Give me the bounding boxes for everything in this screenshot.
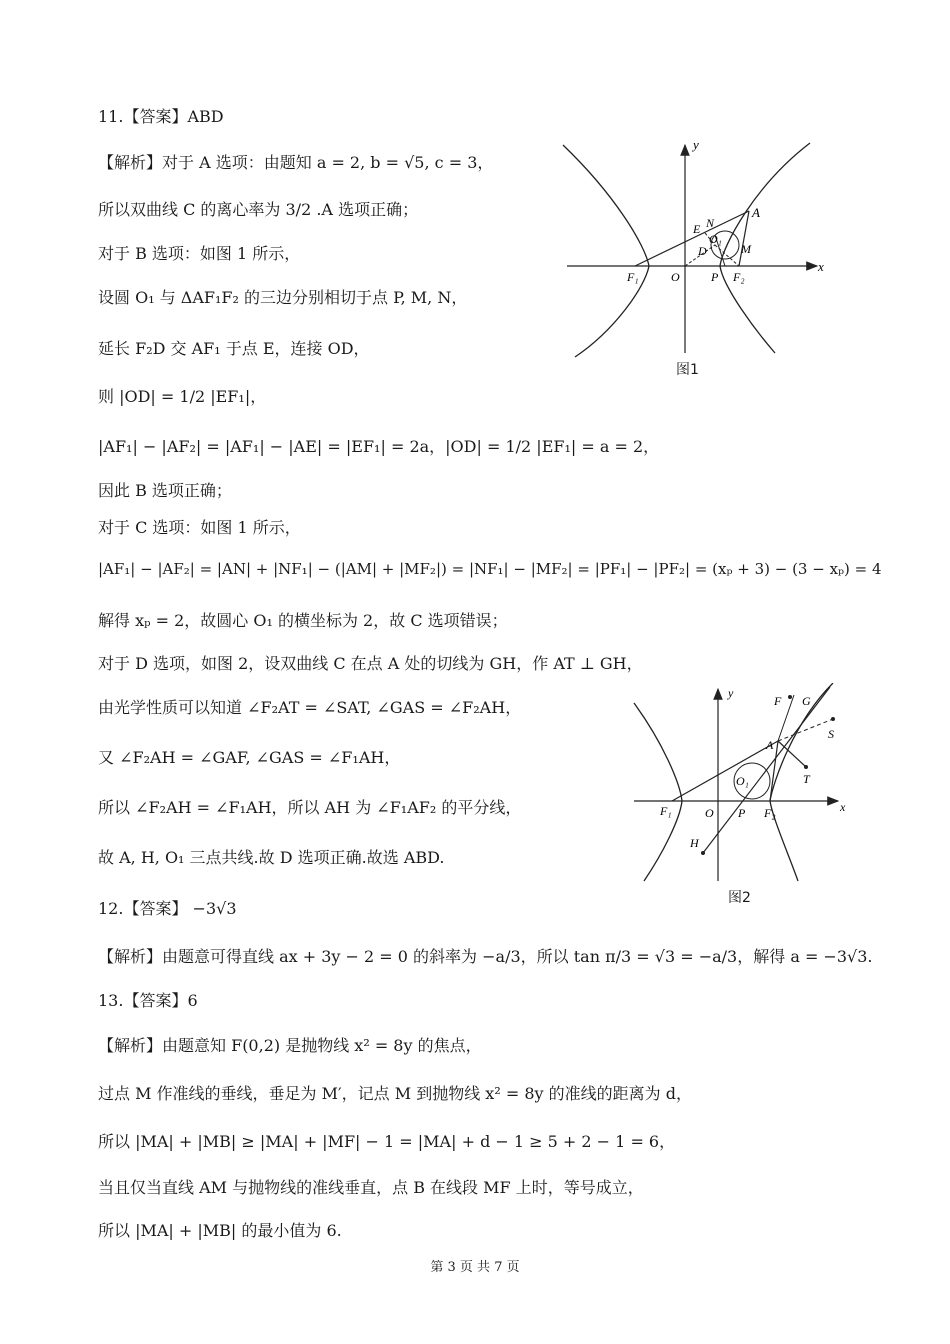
- label-p: P: [711, 270, 719, 284]
- label-a: A: [752, 205, 760, 220]
- label-t: T: [803, 772, 810, 786]
- q12-line: 【解析】由题意可得直线 ax + 3y − 2 = 0 的斜率为 −a/3，所以 tan π/3 = √3 = −a/3，解得 a = −3√3.: [98, 947, 873, 966]
- q11-line-12: 对于 D 选项，如图 2，设双曲线 C 在点 A 处的切线为 GH，作 AT ⊥ GH，: [98, 654, 643, 673]
- label-f: F: [774, 694, 782, 708]
- label-f1: F₁: [627, 270, 639, 284]
- q11-line-10: |AF₁| − |AF₂| = |AN| + |NF₁| − (|AM| + |MF₂|) = |NF₁| − |MF₂| = |PF₁| − |PF₂| = (xₚ + 3) − (3 − xₚ) = 4: [98, 560, 882, 578]
- figure-1-caption: 图1: [676, 362, 699, 378]
- q13-line-3: 所以 |MA| + |MB| ≥ |MA| + |MF| − 1 = |MA| + d − 1 ≥ 5 + 2 − 1 = 6，: [98, 1132, 676, 1151]
- q11-line-16: 故 A, H, O₁ 三点共线.故 D 选项正确.故选 ABD.: [98, 848, 445, 867]
- q11-line-9: 对于 C 选项：如图 1 所示，: [98, 518, 301, 537]
- hyperbola-right: [770, 683, 833, 881]
- q13-line-1: 【解析】由题意知 F(0,2) 是抛物线 x² = 8y 的焦点，: [98, 1036, 482, 1055]
- label-f2: F₂: [764, 806, 776, 820]
- label-s: S: [828, 727, 834, 741]
- q11-line-11: 解得 xₚ = 2，故圆心 O₁ 的横坐标为 2，故 C 选项错误；: [98, 611, 508, 630]
- q11-line-7: |AF₁| − |AF₂| = |AF₁| − |AE| = |EF₁| = 2a，|OD| = 1/2 |EF₁| = a = 2，: [98, 437, 660, 456]
- q11-line-6: 则 |OD| = 1/2 |EF₁|，: [98, 387, 267, 406]
- point-h: [701, 851, 705, 855]
- hyperbola-left: [563, 145, 649, 357]
- label-d: D: [698, 244, 707, 258]
- q13-line-4: 当且仅当直线 AM 与抛物线的准线垂直，点 B 在线段 MF 上时，等号成立，: [98, 1178, 644, 1197]
- label-m: M: [741, 242, 751, 256]
- q11-line-1: 【解析】对于 A 选项：由题知 a = 2, b = √5, c = 3，: [98, 153, 494, 172]
- q12-heading: 12.【答案】 −3√3: [98, 899, 237, 918]
- q11-line-3: 对于 B 选项：如图 1 所示，: [98, 244, 301, 263]
- label-y: y: [693, 137, 699, 152]
- label-o: O: [705, 806, 714, 820]
- q11-line-13: 由光学性质可以知道 ∠F₂AT = ∠SAT, ∠GAS = ∠F₂AH，: [98, 698, 522, 717]
- point-s: [831, 717, 835, 721]
- label-g: G: [802, 694, 811, 708]
- segment-af1: [672, 741, 778, 801]
- label-f1: F₁: [660, 804, 672, 818]
- q13-line-5: 所以 |MA| + |MB| 的最小值为 6.: [98, 1221, 342, 1240]
- label-h: H: [690, 836, 699, 850]
- label-n: N: [706, 216, 715, 230]
- label-a: A: [766, 738, 774, 752]
- label-x: x: [840, 800, 846, 814]
- q11-line-4: 设圆 O₁ 与 ΔAF₁F₂ 的三边分别相切于点 P, M, N，: [98, 288, 468, 307]
- q13-heading: 13.【答案】6: [98, 991, 198, 1010]
- label-o1: O₁: [709, 232, 722, 246]
- label-f2: F₂: [733, 270, 745, 284]
- label-o1: O₁: [736, 774, 749, 788]
- label-e: E: [693, 222, 701, 236]
- figure-2-caption: 图2: [728, 890, 751, 906]
- label-y: y: [728, 686, 734, 700]
- q11-heading: 11.【答案】ABD: [98, 107, 224, 126]
- label-o: O: [671, 270, 680, 284]
- hyperbola-left: [634, 703, 682, 881]
- hyperbola-right: [720, 143, 810, 353]
- q11-line-14: 又 ∠F₂AH = ∠GAF, ∠GAS = ∠F₁AH，: [98, 748, 401, 767]
- q13-line-2: 过点 M 作准线的垂线，垂足为 M′，记点 M 到抛物线 x² = 8y 的准线的距离为 d，: [98, 1084, 692, 1103]
- point-f: [788, 695, 792, 699]
- figure-2: [628, 683, 853, 883]
- segment-as: [778, 719, 833, 741]
- point-t: [804, 765, 808, 769]
- segment-df2: [715, 245, 739, 266]
- q11-line-15: 所以 ∠F₂AH = ∠F₁AH，所以 AH 为 ∠F₁AF₂ 的平分线，: [98, 798, 522, 817]
- q11-line-8: 因此 B 选项正确；: [98, 481, 232, 500]
- label-p: P: [738, 806, 746, 820]
- figure-1: [555, 135, 845, 360]
- label-x: x: [818, 259, 824, 274]
- q11-line-2: 所以双曲线 C 的离心率为 3/2 .A 选项正确；: [98, 200, 419, 219]
- page-footer: 第 3 页 共 7 页: [430, 1260, 520, 1275]
- q11-line-5: 延长 F₂D 交 AF₁ 于点 E，连接 OD，: [98, 339, 370, 358]
